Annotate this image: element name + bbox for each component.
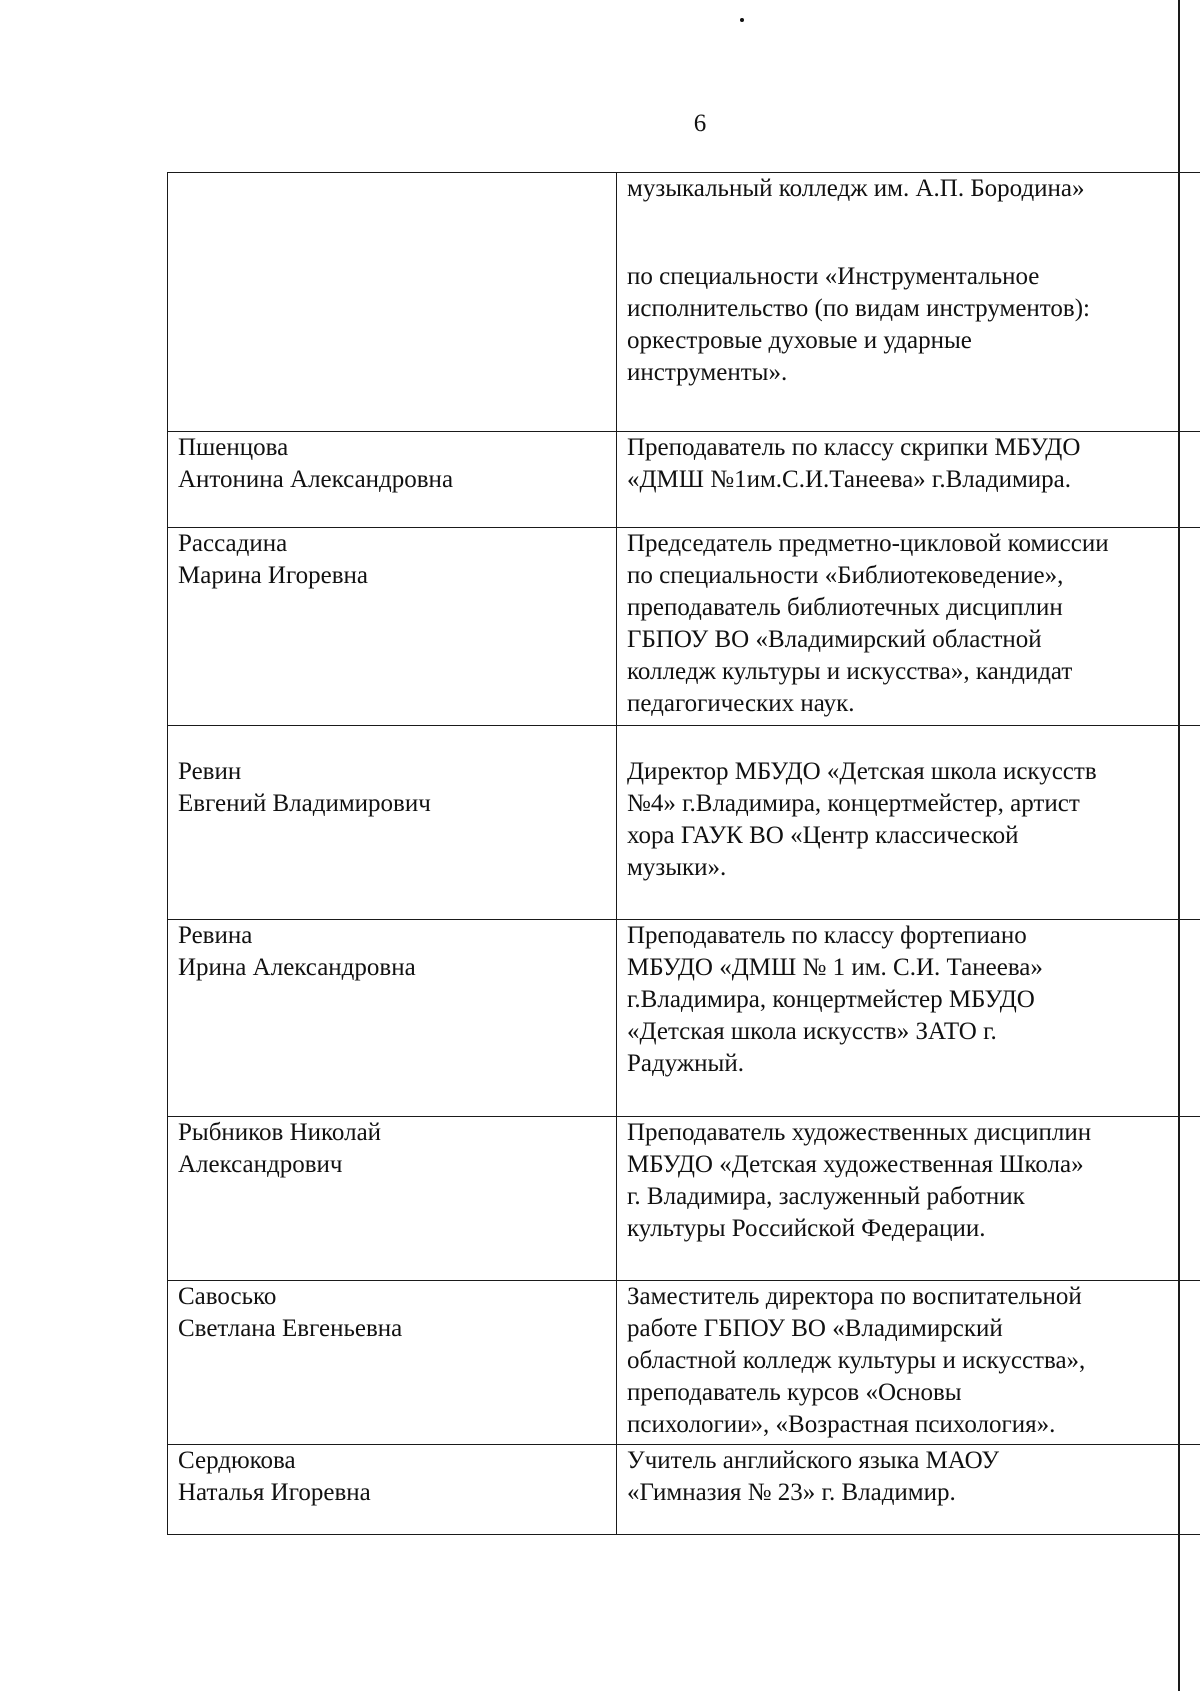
given-names: Александрович [178, 1151, 343, 1178]
info-line: МБУДО «ДМШ № 1 им. С.И. Танеева» [627, 954, 1043, 981]
table-row [168, 920, 1200, 1117]
info-cell [617, 920, 1200, 1117]
info-line: «Гимназия № 23» г. Владимир. [627, 1479, 956, 1506]
table-row [168, 1445, 1200, 1535]
surname: Пшенцова [178, 434, 289, 461]
name-cell [168, 1281, 617, 1445]
table-row [168, 432, 1200, 528]
info-line: хора ГАУК ВО «Центр классической [627, 822, 1019, 849]
table-row [168, 1117, 1200, 1281]
given-names: Светлана Евгеньевна [178, 1315, 403, 1342]
given-names: Марина Игоревна [178, 562, 368, 589]
given-names: Ирина Александровна [178, 954, 416, 981]
info-cell [617, 528, 1200, 726]
info-line: Преподаватель по классу скрипки МБУДО [627, 434, 1081, 461]
given-names: Евгений Владимирович [178, 790, 431, 817]
staff-table [167, 172, 1200, 1535]
info-line: №4» г.Владимира, концертмейстер, артист [627, 790, 1080, 817]
info-line: по специальности «Инструментальное [627, 263, 1040, 290]
name-cell [168, 173, 617, 432]
table-row [168, 726, 1200, 920]
name-cell [168, 528, 617, 726]
surname: Ревин [178, 758, 242, 785]
info-line: инструменты». [627, 359, 788, 386]
info-line: Преподаватель художественных дисциплин [627, 1119, 1092, 1146]
name-cell [168, 432, 617, 528]
info-line: Радужный. [627, 1050, 744, 1077]
info-line: музыкальный колледж им. А.П. Бородина» [627, 175, 1085, 202]
given-names: Наталья Игоревна [178, 1479, 371, 1506]
given-names: Антонина Александровна [178, 466, 454, 493]
info-line: психологии», «Возрастная психология». [627, 1411, 1056, 1438]
info-line: Заместитель директора по воспитательной [627, 1283, 1082, 1310]
page-number: 6 [693, 110, 707, 137]
info-line: г.Владимира, концертмейстер МБУДО [627, 986, 1035, 1013]
info-line: Председатель предметно-цикловой комиссии [627, 530, 1109, 557]
surname: Сердюкова [178, 1447, 296, 1474]
info-line: областной колледж культуры и искусства», [627, 1347, 1086, 1374]
name-cell [168, 920, 617, 1117]
info-line: ГБПОУ ВО «Владимирский областной [627, 626, 1042, 653]
info-line: «ДМШ №1им.С.И.Танеева» г.Владимира. [627, 466, 1071, 493]
info-cell [617, 432, 1200, 528]
table-row [168, 1281, 1200, 1445]
name-cell [168, 1117, 617, 1281]
info-line: исполнительство (по видам инструментов): [627, 295, 1090, 322]
info-line: преподаватель библиотечных дисциплин [627, 594, 1063, 621]
info-cell [617, 173, 1200, 432]
surname: Савосько [178, 1283, 277, 1310]
blank-gap [627, 205, 1200, 237]
info-cell [617, 1445, 1200, 1535]
name-cell [168, 1445, 617, 1535]
surname: Рассадина [178, 530, 288, 557]
info-line: культуры Российской Федерации. [627, 1215, 986, 1242]
info-cell [617, 1117, 1200, 1281]
name-cell [168, 726, 617, 920]
info-cell [617, 1281, 1200, 1445]
surname: Ревина [178, 922, 253, 949]
info-cell [617, 726, 1200, 920]
info-line: музыки». [627, 854, 727, 881]
info-line: «Детская школа искусств» ЗАТО г. [627, 1018, 997, 1045]
info-line: Учитель английского языка МАОУ [627, 1447, 1000, 1474]
info-line: педагогических наук. [627, 690, 855, 717]
scan-speck [740, 18, 744, 22]
info-line: г. Владимира, заслуженный работник [627, 1183, 1025, 1210]
info-line: по специальности «Библиотековедение», [627, 562, 1064, 589]
info-line: работе ГБПОУ ВО «Владимирский [627, 1315, 1003, 1342]
table-row [168, 173, 1200, 432]
info-line: колледж культуры и искусства», кандидат [627, 658, 1073, 685]
info-line: оркестровые духовые и ударные [627, 327, 972, 354]
info-line: МБУДО «Детская художественная Школа» [627, 1151, 1084, 1178]
table-row [168, 528, 1200, 726]
info-line: Преподаватель по классу фортепиано [627, 922, 1027, 949]
info-line: Директор МБУДО «Детская школа искусств [627, 758, 1097, 785]
info-line: преподаватель курсов «Основы [627, 1379, 962, 1406]
surname: Рыбников Николай [178, 1119, 382, 1146]
